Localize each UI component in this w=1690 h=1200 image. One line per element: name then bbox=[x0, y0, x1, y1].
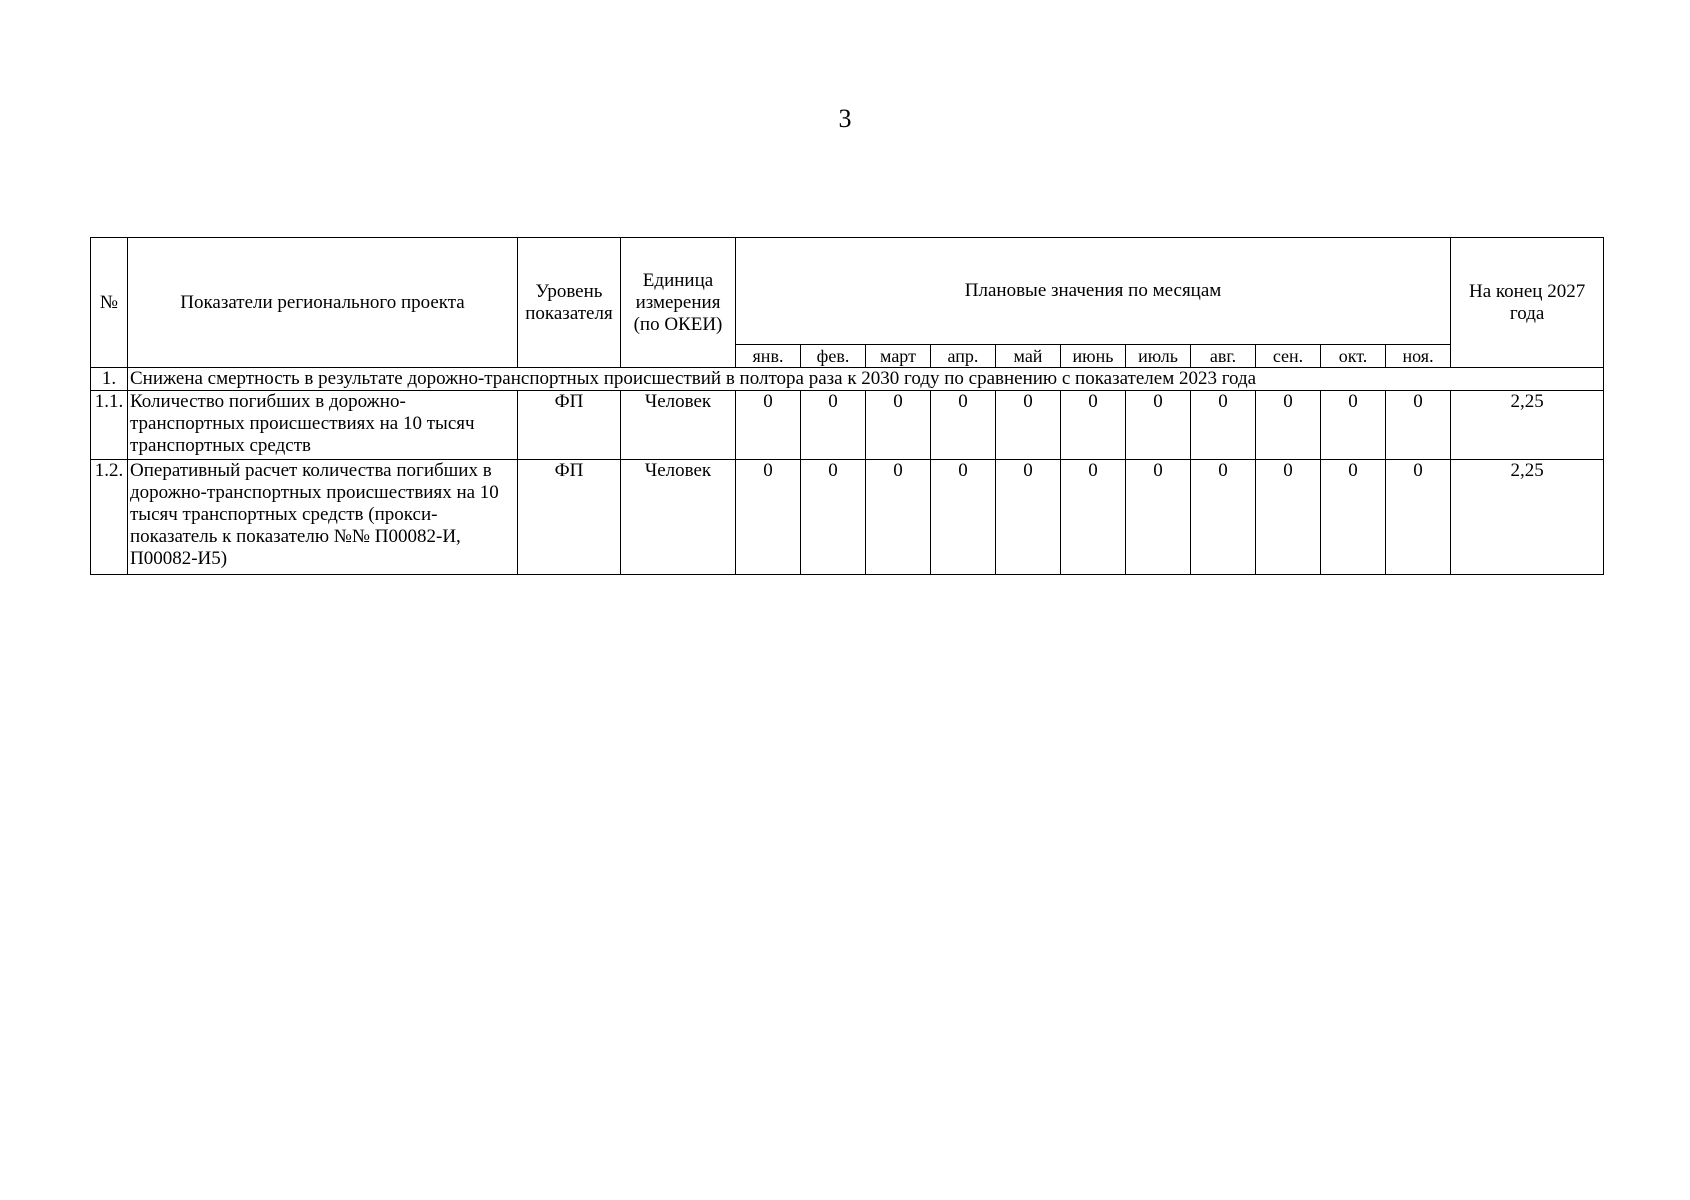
month-header: фев. bbox=[801, 345, 866, 368]
month-value: 0 bbox=[1126, 460, 1191, 575]
month-header: апр. bbox=[931, 345, 996, 368]
month-header: окт. bbox=[1321, 345, 1386, 368]
month-value: 0 bbox=[931, 460, 996, 575]
month-header: июнь bbox=[1061, 345, 1126, 368]
month-value: 0 bbox=[996, 460, 1061, 575]
header-row bbox=[91, 238, 1604, 345]
month-value: 0 bbox=[1321, 391, 1386, 460]
row-unit: Человек bbox=[621, 460, 736, 575]
month-value: 0 bbox=[736, 391, 801, 460]
month-header: янв. bbox=[736, 345, 801, 368]
month-value: 0 bbox=[1386, 460, 1451, 575]
month-header: май bbox=[996, 345, 1061, 368]
month-header: сен. bbox=[1256, 345, 1321, 368]
row-level: ФП bbox=[518, 460, 621, 575]
month-value: 0 bbox=[1061, 391, 1126, 460]
section-title: Снижена смертность в результате дорожно-транспортных происшествий в полтора раза к 2030 году по сравнению с показателем 2023 года bbox=[128, 368, 1604, 391]
table-row bbox=[91, 391, 1604, 460]
month-value: 0 bbox=[736, 460, 801, 575]
row-number: 1.2. bbox=[91, 460, 128, 575]
header-monthly-values: Плановые значения по месяцам bbox=[736, 238, 1451, 345]
month-value: 0 bbox=[1256, 460, 1321, 575]
month-value: 0 bbox=[1191, 460, 1256, 575]
month-value: 0 bbox=[931, 391, 996, 460]
row-level: ФП bbox=[518, 391, 621, 460]
table-row bbox=[91, 460, 1604, 575]
month-value: 0 bbox=[1256, 391, 1321, 460]
header-year-end: На конец 2027 года bbox=[1451, 238, 1604, 368]
section-row bbox=[91, 368, 1604, 391]
row-indicator: Количество погибших в дорожно-транспортных происшествиях на 10 тысяч транспортных средств bbox=[128, 391, 518, 460]
header-indicator: Показатели регионального проекта bbox=[128, 238, 518, 368]
row-year-end: 2,25 bbox=[1451, 460, 1604, 575]
row-year-end: 2,25 bbox=[1451, 391, 1604, 460]
page-number: 3 bbox=[838, 104, 852, 133]
indicators-table bbox=[90, 237, 1604, 575]
header-number: № bbox=[91, 238, 128, 368]
row-unit: Человек bbox=[621, 391, 736, 460]
header-unit: Единица измерения (по ОКЕИ) bbox=[621, 238, 736, 368]
section-number: 1. bbox=[91, 368, 128, 391]
month-value: 0 bbox=[1386, 391, 1451, 460]
month-header: июль bbox=[1126, 345, 1191, 368]
month-value: 0 bbox=[801, 391, 866, 460]
month-value: 0 bbox=[801, 460, 866, 575]
month-value: 0 bbox=[866, 391, 931, 460]
month-value: 0 bbox=[1061, 460, 1126, 575]
row-indicator: Оперативный расчет количества погибших в дорожно-транспортных происшествиях на 10 тысяч транспортных средств (прокси-показатель к показателю №№ П00082-И, П00082-И5) bbox=[128, 460, 518, 575]
month-value: 0 bbox=[1321, 460, 1386, 575]
month-header: авг. bbox=[1191, 345, 1256, 368]
row-number: 1.1. bbox=[91, 391, 128, 460]
month-value: 0 bbox=[1126, 391, 1191, 460]
month-header: март bbox=[866, 345, 931, 368]
month-value: 0 bbox=[1191, 391, 1256, 460]
header-level: Уровень показателя bbox=[518, 238, 621, 368]
month-value: 0 bbox=[866, 460, 931, 575]
month-value: 0 bbox=[996, 391, 1061, 460]
month-header: ноя. bbox=[1386, 345, 1451, 368]
